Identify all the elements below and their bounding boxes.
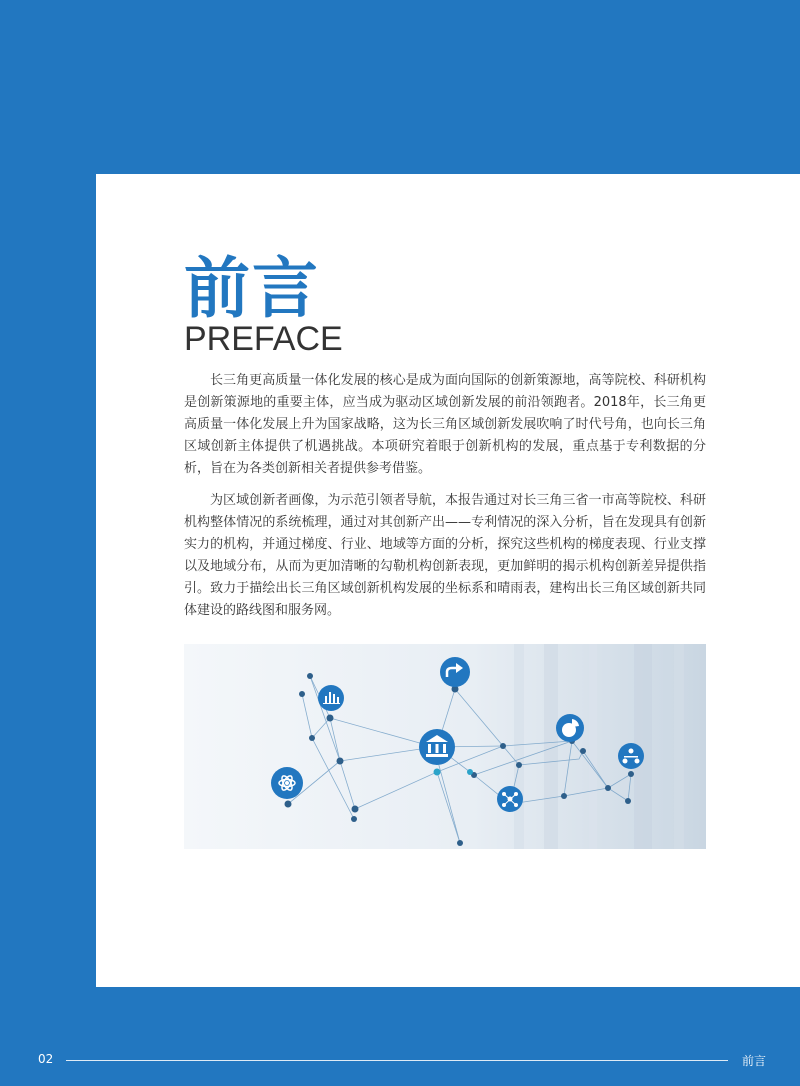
share-arrow-icon: [440, 657, 470, 687]
paragraph: 为区域创新者画像，为示范引领者导航，本报告通过对长三角三省一市高等院校、科研机构整体情况的系统梳理，通过对其创新产出——专利情况的深入分析，旨在发现具有创新实力的机构，并通过梯度、行业、地域等方面的分析，探究这些机构的梯度表现、行业支撑以及地域分布，从而为更加清晰的勾勒机构创新表现，更加鲜明的揭示机构创新差异提供指引。致力于描绘出长三角区域创新机构发展的坐标系和晴雨表，建构出长三角区域创新共同体建设的路线图和服务网。: [184, 493, 706, 618]
highlight-node: [467, 769, 473, 775]
page-footer: [0, 1050, 800, 1070]
highlight-node: [434, 769, 441, 776]
pie-chart-icon: [556, 714, 584, 742]
page-title: 前言: [184, 250, 320, 327]
institution-icon: [419, 729, 455, 765]
network-icon: [497, 786, 523, 812]
section-label: 前言: [742, 1054, 767, 1068]
page-number: 02: [38, 1052, 54, 1066]
network-illustration: [184, 644, 706, 849]
bar-chart-icon: [318, 685, 344, 711]
page-subtitle: PREFACE: [184, 320, 343, 358]
page-card: [96, 174, 800, 987]
body-text: [184, 370, 706, 632]
paragraph: 长三角更高质量一体化发展的核心是成为面向国际的创新策源地，高等院校、科研机构是创新策源地的重要主体，应当成为驱动区域创新发展的前沿领跑者。2018年，长三角更高质量一体化发展上升为国家战略，这为长三角区域创新发展吹响了时代号角，也向长三角区域创新主体提供了机遇挑战。本项研究着眼于创新机构的发展，重点基于专利数据的分析，旨在为各类创新相关者提供参考借鉴。: [184, 373, 706, 476]
org-chart-icon: [618, 743, 644, 769]
footer-divider: [66, 1060, 728, 1061]
atom-icon: [271, 767, 303, 799]
